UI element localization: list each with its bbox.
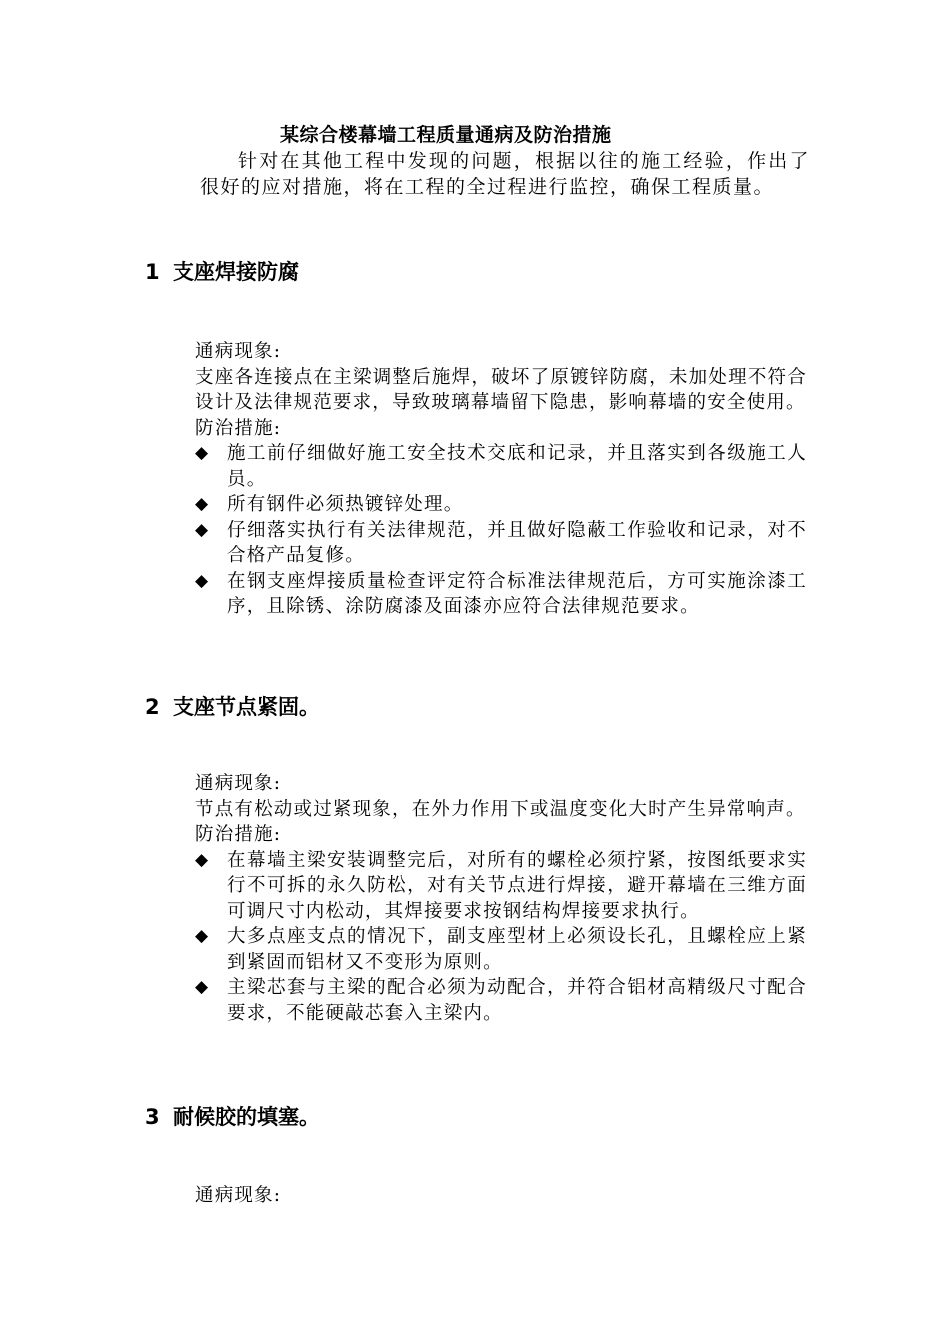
problem-label: 通病现象: xyxy=(195,1185,282,1206)
section-3-heading xyxy=(145,1103,320,1131)
problem-label: 通病现象: xyxy=(195,773,282,794)
measures-label: 防治措施: xyxy=(195,417,282,439)
problem-text: 支座各连接点在主梁调整后施焊，破坏了原镀锌防腐，未加处理不符合设计及法律规范要求，导致玻璃幕墙留下隐患，影响幕墙的安全使用。 xyxy=(195,366,807,413)
section-2-body xyxy=(195,771,807,1026)
problem-text: 节点有松动或过紧现象，在外力作用下或温度变化大时产生异常响声。 xyxy=(195,798,806,820)
list-item: ◆ 仔细落实执行有关法律规范，并且做好隐蔽工作验收和记录，对不合格产品复修。 xyxy=(195,519,807,566)
diamond-bullet-icon: ◆ xyxy=(195,926,210,946)
problem-label: 通病现象: xyxy=(195,341,282,362)
list-item: ◆ 大多点座支点的情况下，副支座型材上必须设长孔，且螺栓应上紧到紧固而铝材又不变形为原则。 xyxy=(195,926,807,973)
section-number: 1 xyxy=(145,260,160,284)
measures-list xyxy=(195,441,807,620)
section-title: 耐候胶的填塞。 xyxy=(173,1105,320,1129)
list-item: ◆ 在幕墙主梁安装调整完后，对所有的螺栓必须拧紧，按图纸要求实行不可拆的永久防松，对有关节点进行焊接，避开幕墙在三维方面可调尺寸内松动，其焊接要求按钢结构焊接要求执行。 xyxy=(195,849,807,922)
document-title: 某综合楼幕墙工程质量通病及防治措施 xyxy=(280,124,612,146)
diamond-bullet-icon: ◆ xyxy=(195,443,210,463)
measures-label: 防治措施: xyxy=(195,824,282,845)
list-item: ◆ 施工前仔细做好施工安全技术交底和记录，并且落实到各级施工人员。 xyxy=(195,443,807,490)
diamond-bullet-icon: ◆ xyxy=(195,570,210,591)
list-item: ◆ 所有钢件必须热镀锌处理。 xyxy=(195,492,807,518)
section-number: 3 xyxy=(145,1105,160,1129)
section-title: 支座节点紧固。 xyxy=(173,695,320,719)
section-number: 2 xyxy=(145,695,160,719)
section-1-body xyxy=(195,339,807,620)
list-item: ◆ 主梁芯套与主梁的配合必须为动配合，并符合铝材高精级尺寸配合要求，不能硬敲芯套入主梁内。 xyxy=(195,977,807,1024)
intro-paragraph xyxy=(200,148,810,200)
list-item: ◆ 在钢支座焊接质量检查评定符合标准法律规范后，方可实施涂漆工序，且除锈、涂防腐漆及面漆亦应符合法律规范要求。 xyxy=(195,570,807,617)
measures-list xyxy=(195,848,807,1027)
section-title: 支座焊接防腐 xyxy=(173,260,299,284)
diamond-bullet-icon: ◆ xyxy=(195,977,210,997)
diamond-bullet-icon: ◆ xyxy=(195,519,210,540)
section-3-body xyxy=(195,1183,807,1209)
diamond-bullet-icon: ◆ xyxy=(195,849,210,870)
section-2-heading xyxy=(145,693,320,721)
intro-text: 针对在其他工程中发现的问题，根据以往的施工经验，作出了很好的应对措施，将在工程的全过程进行监控，确保工程质量。 xyxy=(200,150,810,198)
diamond-bullet-icon: ◆ xyxy=(195,494,210,514)
section-1-heading xyxy=(145,258,299,286)
